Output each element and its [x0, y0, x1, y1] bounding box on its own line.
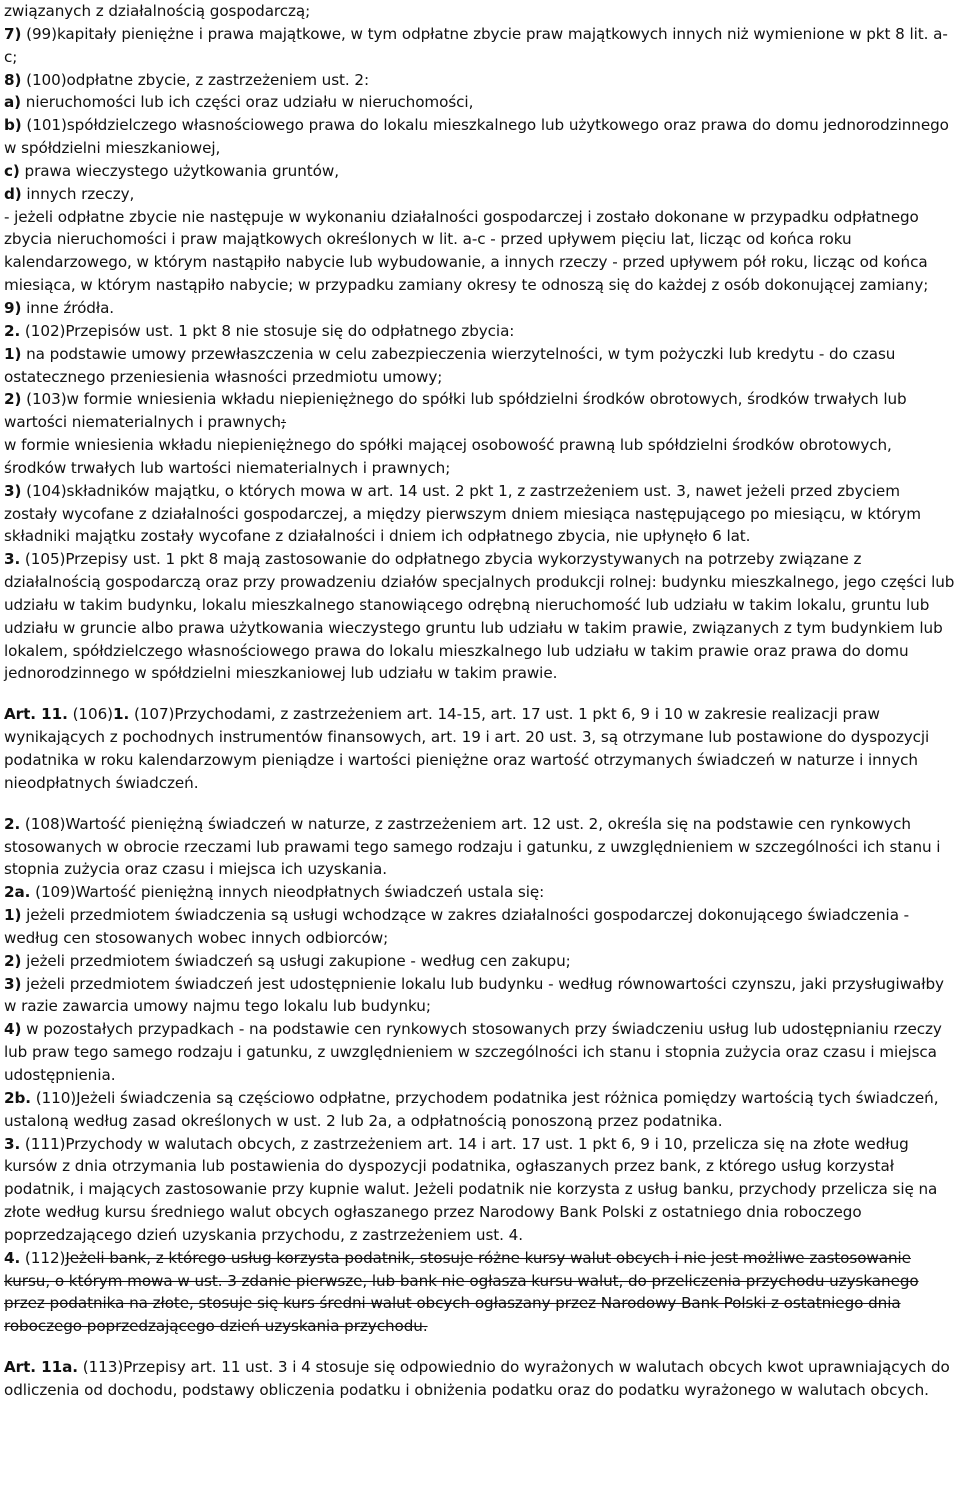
paragraph-p06	[4, 160, 956, 183]
provision-label: a)	[4, 93, 22, 112]
body-text: w pozostałych przypadkach - na podstawie cen rynkowych stosowanych przy świadczeniu usług lub udostępnianiu rzeczy lub praw tego samego rodzaju i gatunku, z uwzględnieniem w szczególności ich stanu i stopnia zużycia oraz czasu i miejsca udostępnienia.	[4, 1020, 942, 1084]
provision-label: 4.	[4, 1248, 21, 1267]
provision-label: 3.	[4, 1134, 21, 1153]
provision-label: b)	[4, 116, 22, 135]
body-text: na podstawie umowy przewłaszczenia w celu zabezpieczenia wierzytelności, w tym pożyczki lub kredytu - do czasu ostatecznego przeniesienia własności przedmiotu umowy;	[4, 344, 896, 386]
body-text: (106)	[67, 705, 114, 724]
body-text: (99)kapitały pieniężne i prawa majątkowe, w tym odpłatne zbycie praw majątkowych innych niż wymienione w pkt 8 lit. a-c;	[4, 24, 948, 66]
provision-label: 7)	[4, 24, 22, 43]
body-text: jeżeli przedmiotem świadczenia są usługi wchodzące w zakres działalności gospodarczej dokonującego świadczenia - według cen stosowanych wobec innych odbiorców;	[4, 906, 910, 947]
paragraph-p13	[4, 434, 956, 480]
body-text: (100)odpłatne zbycie, z zastrzeżeniem ust. 2:	[21, 70, 370, 89]
paragraph-p24	[4, 1133, 956, 1247]
provision-label: Art. 11.	[4, 705, 68, 724]
body-text: (105)Przepisy ust. 1 pkt 8 mają zastosowanie do odpłatnego zbycia wykorzystywanych na potrzeby związane z działalnością gospodarczą oraz przy prowadzeniu działów specjalnych produkcji rolnej: budynku mieszkalnego, jego części lub udziału w takim budynku, lokalu mieszkalnego stanowiącego odrębną nieruchomość lub udziału w takim lokalu, gruntu lub udziału w gruncie albo prawa użytkowania wieczystego gruntu lub udziału w takim prawie, związanych z tym budynkiem lub lokalem, spółdzielczego własnościowego prawa do lokalu mieszkalnego lub udziału w takim prawie oraz prawa do domu jednorodzinnego w spółdzielni mieszkaniowej lub udziału w takim prawie.	[4, 550, 955, 683]
document-page	[4, 0, 956, 1402]
paragraph-p22	[4, 1018, 956, 1087]
paragraph-p01	[4, 0, 956, 23]
paragraph-p10	[4, 320, 956, 343]
paragraph-p18	[4, 881, 956, 904]
struck-text: Jeżeli bank, z którego usług korzysta podatnik, stosuje różne kursy walut obcych i nie jest możliwe zastosowanie kursu, o którym mowa w ust. 3 zdanie pierwsze, lub bank nie ogłasza kursu walut, do przeliczenia przychodu uzyskanego przez podatnika na złote, stosuje się kurs średni walut obcych ogłaszany przez Narodowy Bank Polski z ostatniego dnia roboczego poprzedzającego dzień uzyskania przychodu.	[4, 1248, 919, 1336]
provision-label: 2)	[4, 390, 22, 409]
paragraph-p07	[4, 183, 956, 206]
provision-label: 2)	[4, 951, 22, 970]
paragraph-p03	[4, 69, 956, 92]
struck-text: ;	[280, 413, 287, 432]
paragraph-p23	[4, 1087, 956, 1133]
paragraph-p09	[4, 297, 956, 320]
provision-label: 9)	[4, 298, 22, 317]
body-text: (112)	[20, 1248, 66, 1267]
paragraph-p15	[4, 548, 956, 685]
provision-label: c)	[4, 161, 20, 180]
paragraph-p20	[4, 950, 956, 973]
provision-label: 2b.	[4, 1088, 31, 1107]
body-text: (101)spółdzielczego własnościowego prawa do lokalu mieszkalnego lub użytkowego oraz prawa do domu jednorodzinnego w spółdzielni mieszkaniowej,	[4, 116, 949, 158]
paragraph-p21	[4, 973, 956, 1019]
paragraph-p25	[4, 1247, 956, 1338]
body-text: innych rzeczy,	[21, 184, 135, 203]
provision-label: 3)	[4, 481, 22, 500]
provision-label: 4)	[4, 1020, 22, 1039]
body-text: jeżeli przedmiotem świadczeń są usługi zakupione - według cen zakupu;	[21, 951, 571, 970]
provision-label: Art. 11a.	[4, 1358, 78, 1377]
body-text: jeżeli przedmiotem świadczeń jest udostępnienie lokalu lub budynku - według równowartości czynszu, jaki przysługiwałby w razie zawarcia umowy najmu tego lokalu lub budynku;	[4, 974, 944, 1016]
paragraph-p05	[4, 114, 956, 160]
body-text: (110)Jeżeli świadczenia są częściowo odpłatne, przychodem podatnika jest różnica pomiędzy wartością tych świadczeń, ustaloną według zasad określonych w ust. 2 lub 2a, a odpłatnością ponoszoną przez podatnika.	[4, 1088, 939, 1130]
body-text: prawa wieczystego użytkowania gruntów,	[19, 161, 339, 180]
paragraph-p11	[4, 343, 956, 389]
body-text: - jeżeli odpłatne zbycie nie następuje w wykonaniu działalności gospodarczej i zostało dokonane w przypadku odpłatnego zbycia nieruchomości i praw majątkowych określonych w lit. a-c - przed upływem pięciu lat, licząc od końca roku kalendarzowego, w którym nastąpiło nabycie lub wybudowanie, a innych rzeczy - przed upływem pół roku, licząc od końca miesiąca, w którym nastąpiło nabycie; w przypadku zamiany okresy te odnoszą się do każdej z osób dokonującej zamiany;	[4, 207, 929, 295]
paragraph-p08	[4, 206, 956, 297]
body-text: (108)Wartość pieniężną świadczeń w naturze, z zastrzeżeniem art. 12 ust. 2, określa się na podstawie cen rynkowych stosowanych w obrocie rzeczami lub prawami tego samego rodzaju i gatunku, z uwzględnieniem w szczególności ich stanu i stopnia zużycia oraz czasu i miejsca ich uzyskania.	[4, 814, 941, 879]
body-text: (104)składników majątku, o których mowa w art. 14 ust. 2 pkt 1, z zastrzeżeniem ust. 3, nawet jeżeli przed zbyciem zostały wycofane z działalności gospodarczej, a między pierwszym dniem miesiąca następującego po miesiącu, w którym składniki majątku zostały wycofane z działalności i dniem ich odpłatnego zbycia, nie upłynęło 6 lat.	[4, 481, 921, 546]
paragraph-p02	[4, 23, 956, 69]
provision-label: 8)	[4, 70, 22, 89]
provision-label: 1)	[4, 344, 22, 363]
paragraph-p17	[4, 813, 956, 882]
paragraph-p12	[4, 388, 956, 434]
paragraph-p19	[4, 904, 956, 950]
provision-label: 1.	[113, 705, 130, 724]
provision-label: 2a.	[4, 883, 31, 902]
body-text: związanych z działalnością gospodarczą;	[4, 2, 311, 20]
paragraph-p16	[4, 703, 956, 794]
body-text: w formie wniesienia wkładu niepieniężnego do spółki mającej osobowość prawną lub spółdzielni środków obrotowych, środków trwałych lub wartości niematerialnych i prawnych;	[4, 436, 892, 477]
provision-label: 3)	[4, 974, 22, 993]
paragraph-p14	[4, 480, 956, 549]
paragraph-p04	[4, 91, 956, 114]
provision-label: 3.	[4, 550, 21, 569]
body-text: (103)w formie wniesienia wkładu niepieniężnego do spółki lub spółdzielni środków obrotowych, środków trwałych lub wartości niematerialnych i prawnych	[4, 390, 907, 432]
body-text: nieruchomości lub ich części oraz udziału w nieruchomości,	[21, 93, 474, 112]
body-text: (111)Przychody w walutach obcych, z zastrzeżeniem art. 14 i art. 17 ust. 1 pkt 6, 9 i 10, przelicza się na złote według kursów z dnia otrzymania lub postawienia do dyspozycji podatnika, ogłaszanych przez bank, z którego usług korzystał podatnik, i mających zastosowanie przy kupnie walut. Jeżeli podatnik nie korzysta z usług banku, przychody przelicza się na złote według kursu średniego walut obcych ogłaszanego przez Narodowy Bank Polski z ostatniego dnia roboczego poprzedzającego dzień uzyskania przychodu, z zastrzeżeniem ust. 4.	[4, 1134, 938, 1244]
provision-label: 2.	[4, 814, 21, 833]
provision-label: 2.	[4, 321, 21, 340]
body-text: (109)Wartość pieniężną innych nieodpłatnych świadczeń ustala się:	[30, 883, 545, 902]
body-text: inne źródła.	[21, 298, 115, 317]
paragraph-p26	[4, 1356, 956, 1402]
body-text: (102)Przepisów ust. 1 pkt 8 nie stosuje się do odpłatnego zbycia:	[20, 321, 515, 340]
body-text: (113)Przepisy art. 11 ust. 3 i 4 stosuje się odpowiednio do wyrażonych w walutach obcych kwot uprawniających do odliczenia od dochodu, podstawy obliczenia podatku i obniżenia podatku oraz do podatku wyrażonego w walutach obcych.	[4, 1358, 950, 1399]
provision-label: 1)	[4, 906, 22, 925]
provision-label: d)	[4, 184, 22, 203]
body-text: (107)Przychodami, z zastrzeżeniem art. 14-15, art. 17 ust. 1 pkt 6, 9 i 10 w zakresie realizacji praw wynikających z pochodnych instrumentów finansowych, art. 19 i art. 20 ust. 3, są otrzymane lub postawione do dyspozycji podatnika w roku kalendarzowym pieniądze i wartości pieniężne oraz wartość otrzymanych świadczeń w naturze i innych nieodpłatnych świadczeń.	[4, 705, 930, 792]
